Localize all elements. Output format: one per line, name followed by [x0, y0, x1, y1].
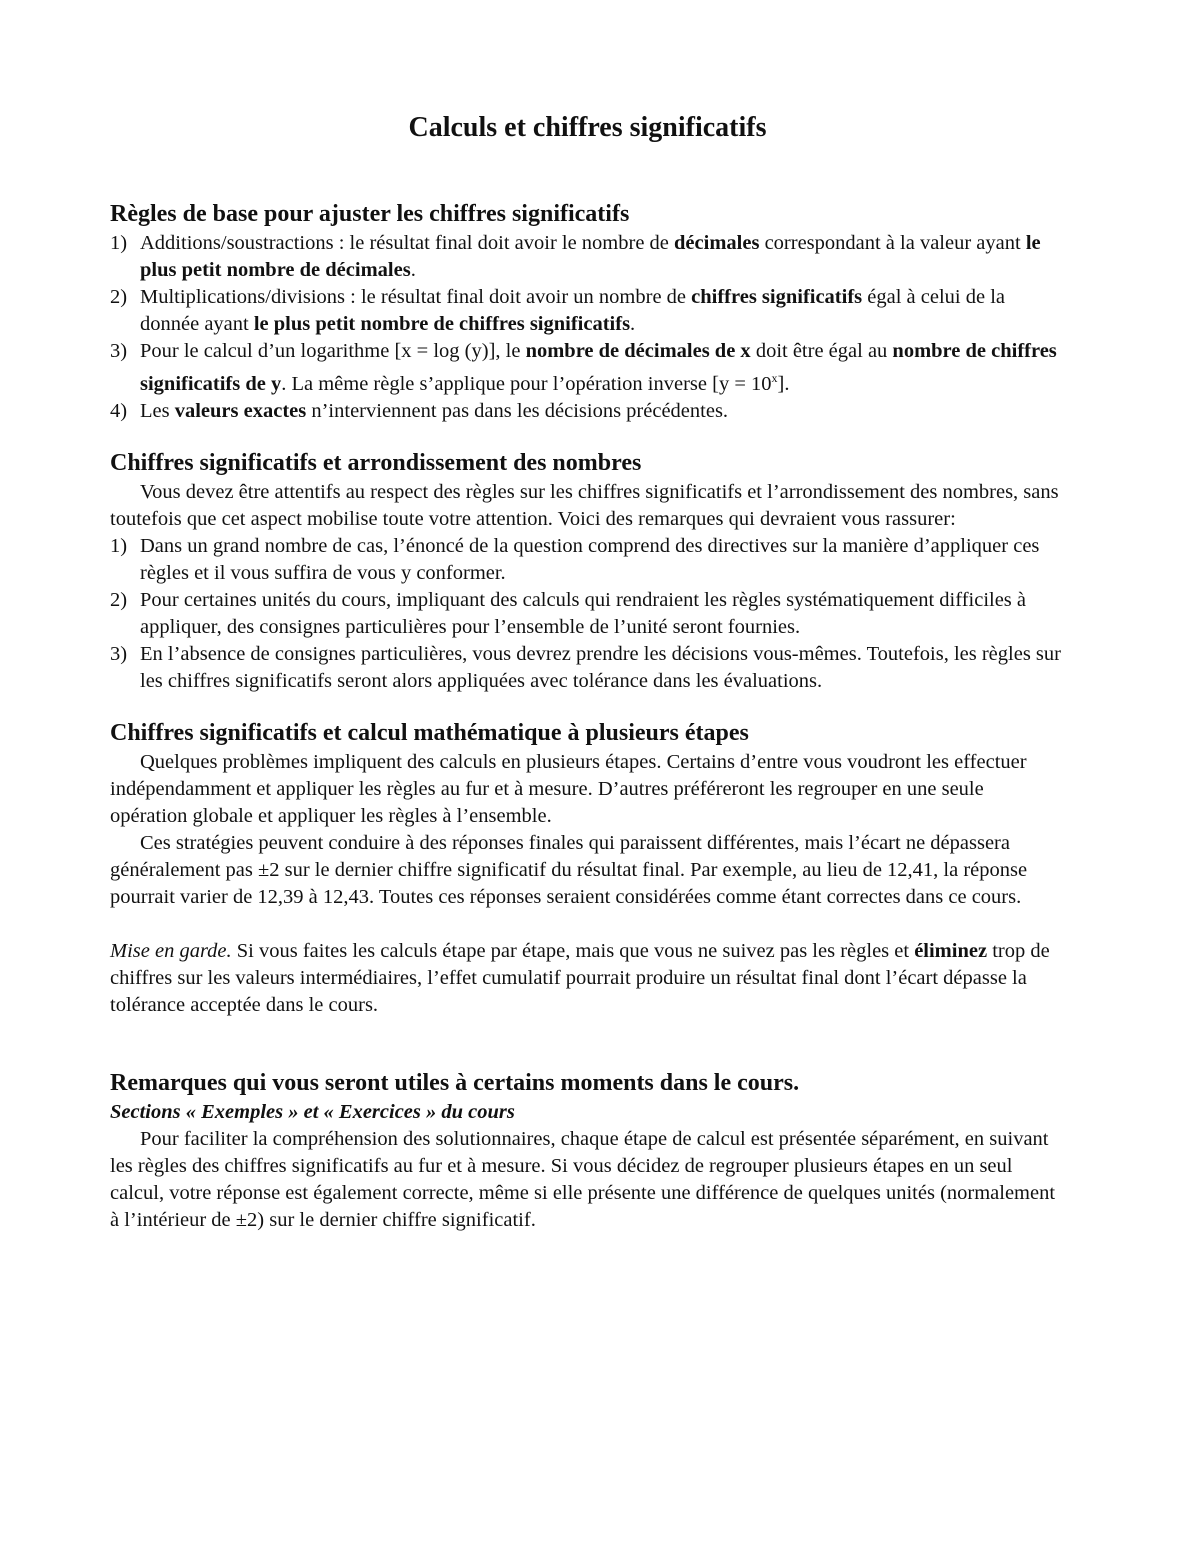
- warning-paragraph: Mise en garde. Si vous faites les calculs étape par étape, mais que vous ne suivez pas les règles et éliminez trop de chiffres sur les valeurs intermédiaires, l’effet cumulatif pourrait produire un résultat final dont l’écart dépasse la tolérance acceptée dans le cours.: [110, 939, 1050, 1016]
- list-item: 3) Pour le calcul d’un logarithme [x = log (y)], le nombre de décimales de x doit être égal au nombre de chiffres significatifs de y. La même règle s’applique pour l’opération inverse $[y = 10^x]$.: [110, 340, 1057, 395]
- section-rounding: [110, 447, 1065, 695]
- paragraph: Ces stratégies peuvent conduire à des réponses finales qui paraissent différentes, mais l’écart ne dépassera généralement pas ±2 sur le dernier chiffre significatif du résultat final. Par exemple, au lieu de 12,41, la réponse pourrait varier de 12,39 à 12,43. Toutes ces réponses seraient considérées comme étant correctes dans ce cours.: [110, 831, 1028, 908]
- section-heading: Règles de base pour ajuster les chiffres significatifs: [110, 201, 630, 227]
- remarks-list: [110, 533, 1065, 695]
- section-heading: Remarques qui vous seront utiles à certains moments dans le cours.: [110, 1069, 800, 1096]
- list-item: 1) Dans un grand nombre de cas, l’énoncé de la question comprend des directives sur la manière d’appliquer ces règles et il vous suffira de vous y conformer.: [110, 534, 1040, 584]
- paragraph: Quelques problèmes impliquent des calculs en plusieurs étapes. Certains d’entre vous voudront les effectuer indépendamment et appliquer les règles au fur et à mesure. D’autres préféreront les regrouper en une seule opération globale et appliquer les règles à l’ensemble.: [110, 750, 1027, 827]
- paragraph: Pour faciliter la compréhension des solutionnaires, chaque étape de calcul est présentée séparément, en suivant les règles des chiffres significatifs au fur et à mesure. Si vous décidez de regrouper plusieurs étapes en un seul calcul, votre réponse est également correcte, même si elle présente une différence de quelques unités (normalement à l’intérieur de ±2) sur le dernier chiffre significatif.: [110, 1127, 1056, 1231]
- section-basic-rules: [110, 198, 1065, 425]
- section-remarks: [110, 1067, 1065, 1234]
- section-heading: Chiffres significatifs et arrondissement des nombres: [110, 449, 642, 476]
- rules-list: [110, 230, 1065, 425]
- list-item: 4) Les valeurs exactes n’interviennent pas dans les décisions précédentes.: [110, 399, 729, 422]
- document-page: [110, 108, 1065, 1256]
- list-item: 1) Additions/soustractions : le résultat final doit avoir le nombre de décimales correspondant à la valeur ayant le plus petit nombre de décimales.: [110, 232, 1041, 281]
- warning-label: Mise en garde.: [110, 939, 232, 962]
- list-item: 3) En l’absence de consignes particulières, vous devrez prendre les décisions vous-mêmes. Toutefois, les règles sur les chiffres significatifs seront alors appliquées avec tolérance dans les évaluations.: [110, 642, 1061, 692]
- section-heading: Chiffres significatifs et calcul mathématique à plusieurs étapes: [110, 719, 749, 746]
- section-multi-step: [110, 717, 1065, 1019]
- list-item: 2) Pour certaines unités du cours, impliquant des calculs qui rendraient les règles systématiquement difficiles à appliquer, des consignes particulières pour l’ensemble de l’unité seront fournies.: [110, 588, 1027, 638]
- document-title: Calculs et chiffres significatifs: [408, 112, 767, 143]
- paragraph: Vous devez être attentifs au respect des règles sur les chiffres significatifs et l’arrondissement des nombres, sans toutefois que cet aspect mobilise toute votre attention. Voici des remarques qui devraient vous rassurer:: [110, 480, 1059, 530]
- list-item: 2) Multiplications/divisions : le résultat final doit avoir un nombre de chiffres significatifs égal à celui de la donnée ayant le plus petit nombre de chiffres significatifs.: [110, 286, 1005, 335]
- section-subheading: Sections « Exemples » et « Exercices » du cours: [110, 1100, 515, 1123]
